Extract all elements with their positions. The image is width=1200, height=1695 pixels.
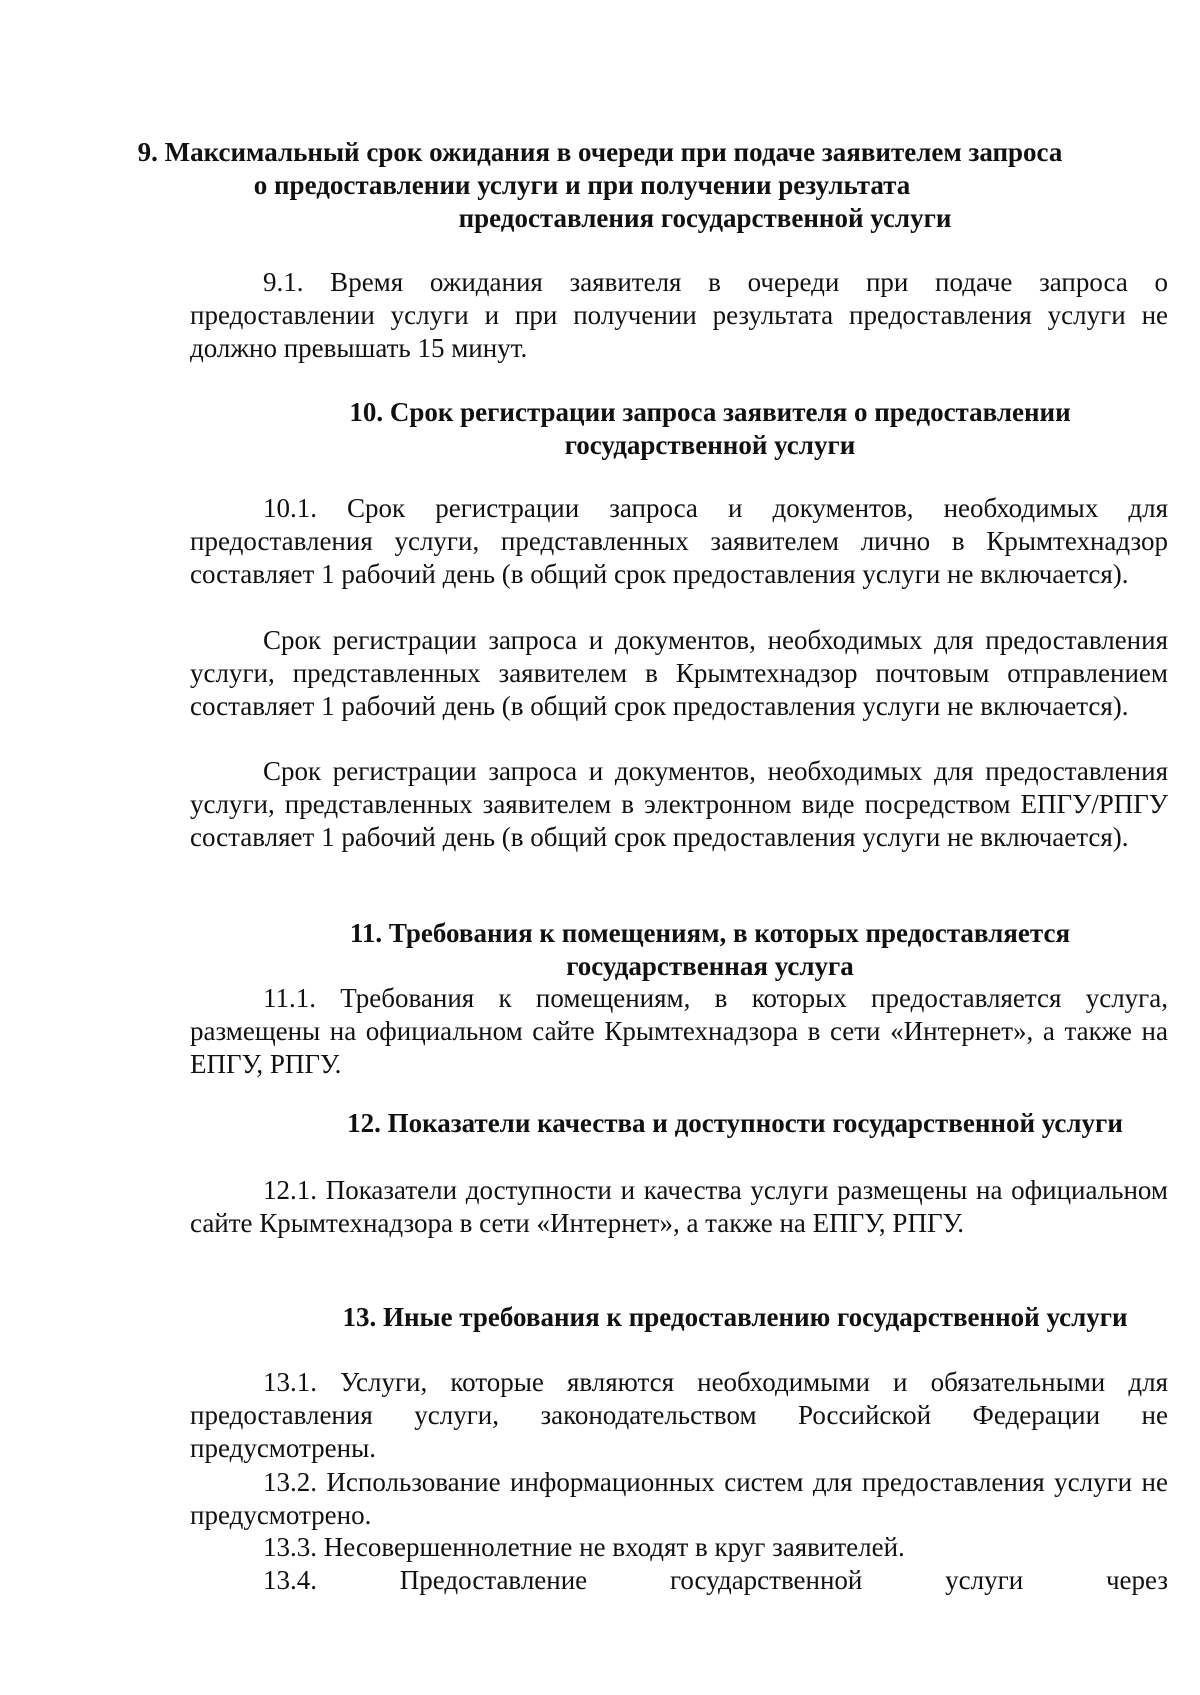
section-10-heading-line-2: государственной услуги [564,430,856,460]
paragraph-13-2: 13.2. Использование информационных систем для предоставления услуги не предусмотрено. [190,1467,1168,1530]
section-11-heading-line-1: 11. Требования к помещениям, в которых предоставляется [349,918,1071,948]
section-9-heading-line-1: 9. Максимальный срок ожидания в очереди при подаче заявителем запроса [137,137,1063,167]
section-9-heading [0,136,1200,235]
paragraph-10-3: Срок регистрации запроса и документов, необходимых для предоставления услуги, представленных заявителем в электронном виде посредством ЕПГУ/РПГУ составляет 1 рабочий день (в общий срок предоставления услуги не включается). [190,756,1168,852]
section-11-heading-line-2: государственная услуга [566,951,854,981]
paragraph-13-3: 13.3. Несовершеннолетние не входят в круг заявителей. [263,1532,905,1562]
section-13-heading-line-1: 13. Иные требования к предоставлению государственной услуги [342,1302,1128,1332]
section-11-heading [300,917,1120,983]
paragraph-9-1: 9.1. Время ожидания заявителя в очереди при подаче запроса о предоставлении услуги и при получении результата предоставления услуги не должно превышать 15 минут. [190,267,1168,363]
section-10-heading [300,396,1120,462]
paragraph-13-4: 13.4. Предоставление государственной услуги через [263,1565,1168,1595]
section-9-heading-line-3: предоставления государственной услуги [458,203,952,233]
section-12-heading-line-1: 12. Показатели качества и доступности государственной услуги [347,1108,1123,1138]
paragraph-10-2: Срок регистрации запроса и документов, необходимых для предоставления услуги, представленных заявителем в Крымтехнадзор почтовым отправлением составляет 1 рабочий день (в общий срок предоставления услуги не включается). [190,625,1168,721]
paragraph-13-1: 13.1. Услуги, которые являются необходимыми и обязательными для предоставления услуги, законодательством Российской Федерации не предусмотрены. [190,1367,1168,1463]
section-12-heading [190,1107,1200,1140]
paragraph-11-1: 11.1. Требования к помещениям, в которых предоставляется услуга, размещены на официальном сайте Крымтехнадзора в сети «Интернет», а также на ЕПГУ, РПГУ. [190,983,1168,1079]
section-13-heading [190,1301,1200,1334]
section-9-heading-line-2: о предоставлении услуги и при получении результата [253,170,911,200]
paragraph-12-1: 12.1. Показатели доступности и качества услуги размещены на официальном сайте Крымтехнадзора в сети «Интернет», а также на ЕПГУ, РПГУ. [190,1175,1168,1238]
section-10-heading-line-1: 10. Срок регистрации запроса заявителя о предоставлении [349,397,1071,427]
paragraph-10-1: 10.1. Срок регистрации запроса и документов, необходимых для предоставления услуги, представленных заявителем лично в Крымтехнадзор составляет 1 рабочий день (в общий срок предоставления услуги не включается). [190,493,1168,589]
